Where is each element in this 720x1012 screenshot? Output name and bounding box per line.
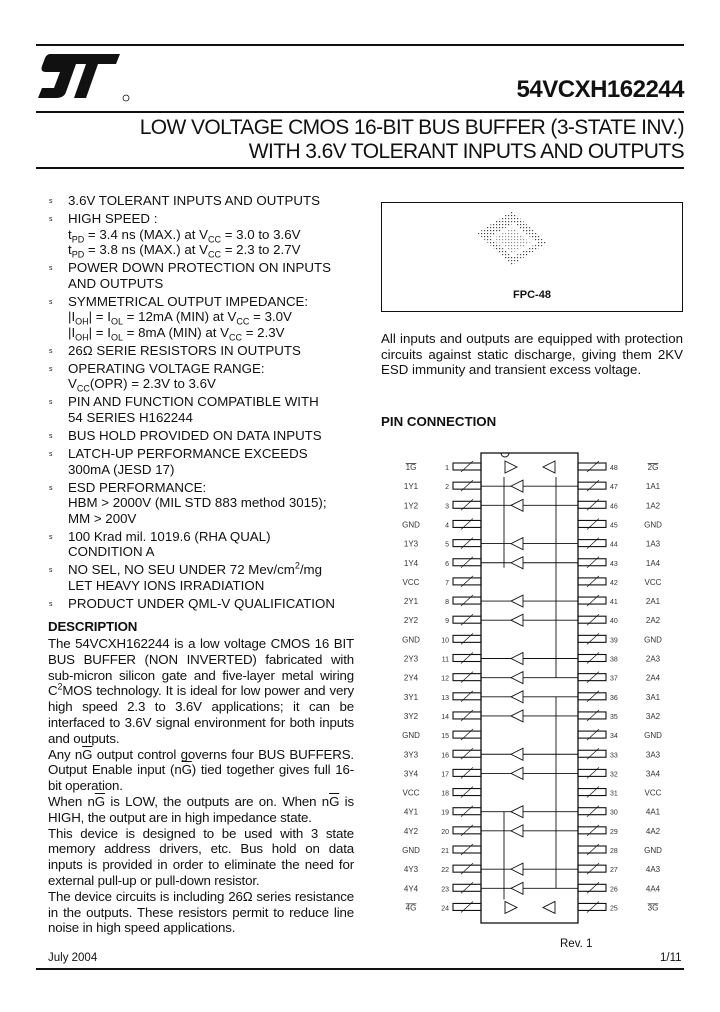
pin-number: 35 [610, 713, 618, 721]
pin-label: GND [644, 846, 662, 855]
pin-number: 26 [610, 886, 618, 894]
footer-date: July 2004 [48, 952, 98, 964]
bullet-icon: s [49, 215, 53, 223]
footer-rule [36, 968, 684, 970]
text-segment: HIGH SPEED : [68, 210, 158, 226]
part-number: 54VCXH162244 [516, 76, 684, 103]
pin-number: 23 [441, 886, 449, 894]
pin-label: 4A4 [645, 884, 661, 894]
text-segment: | = I [88, 324, 111, 340]
bullet-icon: s [49, 265, 53, 273]
feature-line [68, 428, 358, 444]
pin-right [578, 712, 606, 719]
buffer-icon [511, 672, 523, 684]
text-segment: is LOW, the outputs are on. When n [105, 793, 330, 809]
pin-label: GND [402, 520, 420, 530]
chip-body [481, 453, 578, 923]
pin-label: 4A2 [645, 826, 661, 836]
pin-number: 46 [610, 503, 618, 511]
pin-right [578, 463, 606, 470]
pin-label: GND [402, 635, 420, 645]
pin-connection-diagram [381, 450, 683, 930]
pin-label: 4Y4 [403, 884, 419, 894]
feature-line [68, 480, 358, 496]
pin-number: 38 [610, 656, 618, 664]
feature-line [68, 343, 358, 359]
pin-number: 10 [441, 637, 449, 645]
pin-number: 47 [610, 484, 618, 492]
pin-label: 3Y1 [403, 692, 419, 702]
text-segment: output control governs four BUS BUFFERS. Output Enable input (n [48, 746, 354, 778]
pin-number: 22 [441, 867, 449, 875]
buffer-icon [511, 882, 523, 894]
overlined-text: $\overline{G}$ [82, 746, 93, 762]
feature-line [68, 376, 358, 395]
subscript: OH [75, 332, 89, 343]
pin-label: 2A4 [645, 673, 661, 683]
text-segment: CONDITION A [68, 544, 155, 560]
feature-line [68, 394, 358, 410]
pin-number: 33 [610, 752, 618, 760]
subscript: CC [76, 384, 90, 395]
pin-label: 2Y2 [403, 616, 419, 626]
pin-right [578, 903, 606, 910]
text-segment: MOS technology. It is ideal for low power and very high speed 2.3 to 3.6V applications; it can be interfaced to 3.6V signal environment for both inputs and outputs. [48, 683, 354, 746]
text-segment: Any n [48, 746, 83, 762]
pin-number: 15 [441, 733, 449, 741]
buffer-icon [511, 748, 523, 760]
st-logo [36, 52, 131, 107]
pin-number: 40 [610, 618, 618, 626]
protection-text: All inputs and outputs are equipped with protection circuits against static discharge, giving them 2KV ESD immunity and transient excess voltage. [381, 331, 683, 378]
text-segment: SYMMETRICAL OUTPUT IMPEDANCE: [68, 293, 309, 309]
text-segment: PRODUCT UNDER QML-V QUALIFICATION [68, 595, 335, 611]
text-segment: OPERATING VOLTAGE RANGE: [68, 360, 265, 376]
pin-number: 14 [441, 713, 449, 721]
text-segment: t [68, 242, 72, 258]
text-segment: 26Ω SERIE RESISTORS IN OUTPUTS [68, 342, 301, 358]
pin-label: 3A2 [645, 711, 661, 721]
subscript: CC [236, 316, 250, 327]
text-segment: 3.6V TOLERANT INPUTS AND OUTPUTS [68, 193, 320, 208]
text-segment: |I [68, 324, 76, 340]
pin-label: VCC [644, 788, 662, 798]
pin-connection-heading: PIN CONNECTION [381, 414, 497, 429]
pin-number: 11 [441, 656, 449, 664]
pin-number: 29 [610, 828, 618, 836]
feature-line [68, 511, 358, 527]
features-list [48, 193, 358, 614]
text-segment: ) tied together gives full 16-bit operation. [48, 762, 355, 794]
package-label: FPC-48 [513, 289, 551, 301]
pin-label: 1A4 [645, 558, 661, 568]
pin-label: 2A2 [645, 616, 661, 626]
pin-number: 37 [610, 675, 618, 683]
pin-label: 2A1 [645, 597, 661, 607]
top-rule [36, 44, 684, 46]
enable-buffer-icon [505, 461, 517, 473]
subscript: CC [229, 332, 243, 343]
bullet-icon: s [49, 347, 53, 355]
feature-item [48, 562, 358, 593]
pin-number: 8 [445, 599, 449, 607]
buffer-icon [511, 691, 523, 703]
text-segment: LET HEAVY IONS IRRADIATION [68, 577, 265, 593]
subscript: CC [208, 234, 222, 245]
feature-line [68, 596, 358, 612]
pin-number: 43 [610, 560, 618, 568]
pin-number: 34 [610, 733, 618, 741]
feature-item [48, 343, 358, 359]
pin-number: 20 [441, 828, 449, 836]
buffer-icon [511, 538, 523, 550]
pin-label: 4A1 [645, 807, 661, 817]
pin-right [578, 884, 606, 891]
description-heading: DESCRIPTION [48, 619, 138, 634]
feature-item [48, 480, 358, 527]
text-segment: = 2.3 to 2.7V [221, 242, 301, 258]
pin-label: 4Y3 [403, 865, 419, 875]
pin-label: 2Y3 [403, 654, 419, 664]
pin-number: 18 [441, 790, 449, 798]
pin-right [578, 578, 606, 585]
feature-line [68, 562, 358, 578]
text-segment: |I [68, 309, 76, 325]
pin-right [578, 731, 606, 738]
pin-number: 6 [445, 560, 449, 568]
feature-item [48, 446, 358, 477]
text-segment: is HIGH, the output are in high impedance state. [48, 793, 354, 825]
pin-right [578, 482, 606, 489]
pin-label: 3A1 [645, 692, 661, 702]
overlined-text: $\overline{G}$ [329, 793, 340, 809]
pin-right [578, 846, 606, 853]
overlined-text: $\overline{G}$ [181, 762, 192, 778]
pin-label: 1Y3 [403, 539, 419, 549]
pin-right [578, 655, 606, 662]
feature-line [68, 410, 358, 426]
buffer-icon [511, 653, 523, 665]
buffer-icon [511, 480, 523, 492]
text-segment: 300mA (JESD 17) [68, 461, 175, 477]
feature-item [48, 294, 358, 341]
text-segment: The 54VCXH162244 is a low voltage CMOS 16 BIT BUS BUFFER (NON INVERTED) fabricated with sub-micron silicon gate and five-layer metal wiring C [48, 636, 354, 699]
text-segment: 54 SERIES H162244 [68, 410, 193, 426]
pin-label: GND [644, 731, 662, 741]
text-segment: LATCH-UP PERFORMANCE EXCEEDS [68, 446, 308, 462]
text-segment: /mg [299, 562, 323, 578]
text-segment: The device circuits is including 26Ω series resistance in the outputs. These resistors permit to reduce line noise in high speed applications. [48, 888, 354, 936]
pin-label: 1Y1 [403, 482, 419, 492]
pin-right [578, 559, 606, 566]
pin-label: 4A3 [645, 865, 661, 875]
buffer-icon [511, 863, 523, 875]
feature-line [68, 294, 358, 310]
buffer-icon [511, 614, 523, 626]
feature-item [48, 596, 358, 612]
feature-line [68, 309, 358, 325]
text-segment: = 3.0 to 3.6V [221, 226, 301, 242]
pin-label: 1A2 [645, 501, 661, 511]
feature-item [48, 360, 358, 395]
buffer-icon [511, 710, 523, 722]
feature-item [48, 260, 358, 291]
pin-number: 27 [610, 867, 618, 875]
text-segment: (OPR) = 2.3V to 3.6V [89, 376, 216, 392]
pin-right [578, 635, 606, 642]
feature-line [68, 529, 358, 545]
pin-right [578, 769, 606, 776]
text-segment: HBM > 2000V (MIL STD 883 method 3015); [68, 495, 327, 511]
subscript: OH [75, 316, 89, 327]
pin-label: 2G [647, 463, 659, 472]
subscript: CC [208, 249, 222, 260]
pin-number: 2 [445, 484, 449, 492]
pin-label: 3Y4 [403, 769, 419, 779]
pin-label: GND [644, 520, 662, 530]
feature-item [48, 428, 358, 444]
pin-label: 3Y2 [403, 711, 419, 721]
pin-label: 1A1 [645, 482, 661, 492]
pin-number: 21 [441, 848, 449, 855]
feature-item [48, 193, 358, 209]
pin-number: 3 [445, 503, 449, 511]
pin-right [578, 789, 606, 796]
pin-right [578, 674, 606, 681]
pin-number: 5 [445, 541, 449, 549]
description-paragraph [48, 889, 354, 936]
bullet-icon: s [49, 399, 53, 407]
feature-line [68, 242, 358, 258]
pin-label: 2Y1 [403, 597, 419, 607]
pin-number: 31 [610, 790, 618, 798]
pin-right [578, 693, 606, 700]
pin-number: 19 [441, 809, 449, 817]
pin-right [578, 827, 606, 834]
pin-label: 3G [647, 903, 659, 913]
feature-line [68, 325, 358, 341]
description-paragraph [48, 636, 354, 747]
subscript: OL [110, 332, 123, 343]
text-segment: NO SEL, NO SEU UNDER 72 Mev/cm [68, 562, 295, 578]
text-segment: This device is designed to be used with 3 state memory address drivers, etc. Bus hold on data inputs is provided in order to eliminate the need for external pull-up or pull-down resistor. [48, 825, 354, 888]
superscript: 2 [294, 560, 300, 571]
bullet-icon: s [49, 600, 53, 608]
pin-label: 4Y2 [403, 826, 419, 836]
pin-label: 4G [405, 903, 417, 913]
feature-line [68, 462, 358, 478]
pin-number: 7 [445, 579, 449, 587]
text-segment: AND OUTPUTS [68, 275, 164, 291]
buffer-icon [511, 825, 523, 837]
enable-buffer-icon [543, 901, 555, 913]
superscript: 2 [57, 681, 63, 692]
bullet-icon: s [49, 298, 53, 306]
pin-label: VCC [402, 577, 420, 587]
pin-label: GND [402, 731, 420, 741]
subscript: PD [71, 234, 85, 245]
bullet-icon: s [49, 533, 53, 541]
pin-number: 4 [445, 522, 449, 530]
description-paragraph [48, 794, 354, 826]
pin-label: 1Y2 [403, 501, 419, 511]
pin-right [578, 540, 606, 547]
pin-label: 2A3 [645, 654, 661, 664]
text-segment: = 8mA (MIN) at V [122, 324, 230, 340]
feature-item [48, 394, 358, 425]
title-rule [36, 167, 684, 169]
footer-revision: Rev. 1 [560, 938, 593, 950]
pin-right [578, 808, 606, 815]
pin-label: 1Y4 [403, 558, 419, 568]
pin-number: 48 [610, 465, 618, 472]
text-segment: When n [48, 793, 95, 809]
pin-right [578, 616, 606, 623]
pin-number: 28 [610, 848, 618, 855]
pin-number: 45 [610, 522, 618, 530]
feature-line [68, 361, 358, 377]
text-segment: = 2.3V [242, 324, 285, 340]
pin-number: 42 [610, 579, 618, 587]
bullet-icon: s [49, 451, 53, 459]
pin-label: 3A3 [645, 750, 661, 760]
buffer-icon [511, 499, 523, 511]
description-paragraph [48, 826, 354, 889]
pin-number: 1 [445, 465, 449, 472]
pin-label: 3Y3 [403, 750, 419, 760]
pin-label: 1G [405, 463, 417, 472]
text-segment: PIN AND FUNCTION COMPATIBLE WITH [68, 394, 319, 410]
pin-label: 1A3 [645, 539, 661, 549]
feature-line [68, 211, 358, 227]
bullet-icon: s [49, 365, 53, 373]
feature-item [48, 529, 358, 560]
title-line-2: WITH 3.6V TOLERANT INPUTS AND OUTPUTS [248, 140, 684, 163]
overlined-text: $\overline{G}$ [94, 793, 105, 809]
feature-item [48, 211, 358, 258]
header-rule [36, 111, 684, 113]
pin-right [578, 865, 606, 872]
text-segment: | = I [88, 309, 111, 325]
text-segment: = 3.0V [249, 309, 292, 325]
pin-label: GND [402, 846, 420, 855]
subscript: OL [110, 316, 123, 327]
text-segment: = 3.4 ns (MAX.) at V [84, 226, 209, 242]
buffer-icon [511, 806, 523, 818]
text-segment: = 3.8 ns (MAX.) at V [84, 242, 209, 258]
enable-buffer-icon [543, 461, 555, 473]
pin-number: 16 [441, 752, 449, 760]
pin-number: 39 [610, 637, 618, 645]
text-segment: POWER DOWN PROTECTION ON INPUTS [68, 260, 331, 276]
bullet-icon: s [49, 567, 53, 575]
pin-right [578, 520, 606, 527]
package-image [382, 203, 682, 283]
pin-number: 9 [445, 618, 449, 626]
pin-number: 12 [441, 675, 449, 683]
bullet-icon: s [49, 433, 53, 441]
pin-label: 3A4 [645, 769, 661, 779]
buffer-icon [511, 595, 523, 607]
pin-number: 13 [441, 694, 449, 702]
pin-number: 17 [441, 771, 449, 779]
pin-number: 44 [610, 541, 618, 549]
pin-number: 30 [610, 809, 618, 817]
pin-number: 25 [610, 905, 618, 913]
footer-page: 1/11 [660, 952, 682, 964]
feature-line [68, 260, 358, 276]
feature-line [68, 544, 358, 560]
pin-label: GND [644, 635, 662, 645]
pin-number: 36 [610, 694, 618, 702]
pin-right [578, 750, 606, 757]
feature-line [68, 446, 358, 462]
text-segment: ESD PERFORMANCE: [68, 479, 207, 495]
bullet-icon: s [49, 484, 53, 492]
pin-number: 32 [610, 771, 618, 779]
description-paragraph [48, 747, 354, 794]
enable-buffer-icon [505, 901, 517, 913]
pin-label: VCC [644, 577, 662, 587]
pin-number: 24 [441, 905, 449, 913]
package-box [381, 202, 683, 312]
feature-line [68, 193, 358, 209]
pin-right [578, 597, 606, 604]
buffer-icon [511, 767, 523, 779]
text-segment: MM > 200V [68, 510, 137, 526]
feature-line [68, 227, 358, 243]
text-segment: = 12mA (MIN) at V [122, 309, 237, 325]
text-segment: BUS HOLD PROVIDED ON DATA INPUTS [68, 428, 322, 444]
feature-line [68, 276, 358, 292]
title-line-1: LOW VOLTAGE CMOS 16-BIT BUS BUFFER (3-STATE INV.) [139, 116, 684, 139]
feature-line [68, 495, 358, 511]
pin-label: VCC [402, 788, 420, 798]
pin-label: 2Y4 [403, 673, 419, 683]
pin-number: 41 [610, 599, 618, 607]
subscript: PD [71, 249, 85, 260]
feature-line [68, 578, 358, 594]
pin-label: 4Y1 [403, 807, 419, 817]
text-segment: V [68, 376, 77, 392]
text-segment: 100 Krad mil. 1019.6 (RHA QUAL) [68, 528, 271, 544]
text-segment: t [68, 226, 72, 242]
description-section [48, 619, 354, 936]
pin-right [578, 501, 606, 508]
buffer-icon [511, 557, 523, 569]
bullet-icon: s [49, 198, 53, 205]
